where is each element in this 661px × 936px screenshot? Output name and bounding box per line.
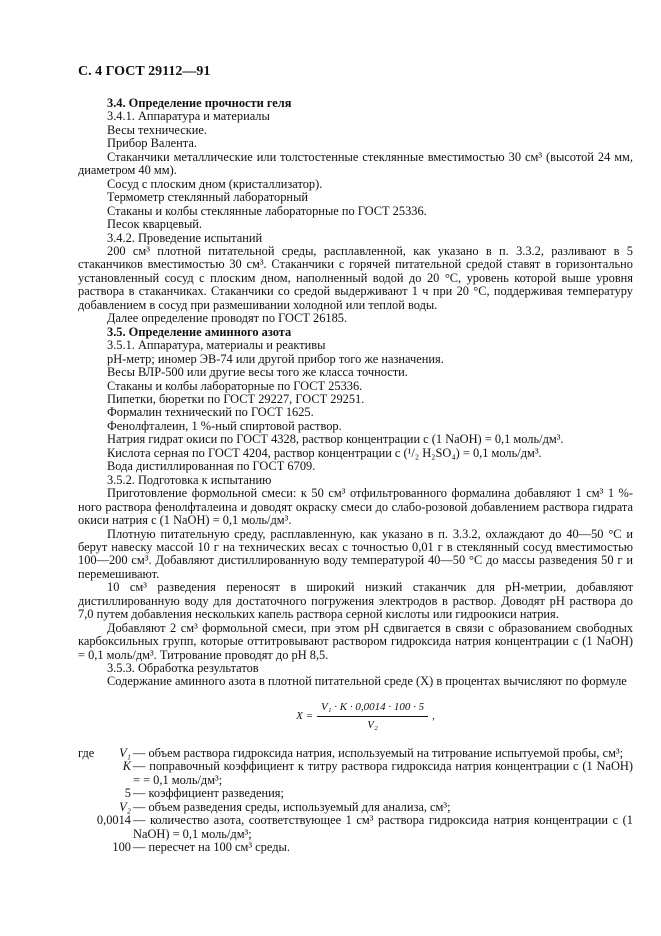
definition-symbol: V₂ <box>119 799 131 814</box>
paragraph: Термометр стеклянный лабораторный <box>107 190 309 205</box>
paragraph: 3.5.1. Аппаратура, материалы и реактивы <box>107 338 326 353</box>
paragraphs <box>78 97 633 689</box>
definition-item <box>78 747 633 760</box>
definition-symbol: 0,0014 <box>96 813 131 828</box>
paragraph: 3.5.2. Подготовка к испытанию <box>107 472 272 487</box>
definition-item <box>78 801 633 814</box>
paragraph: Кислота серная по ГОСТ 4204, раствор концентрации c (¹/₂ H₂SO₄) = 0,1 моль/дм³. <box>107 445 542 460</box>
document-body <box>78 97 633 854</box>
paragraph: Формалин технический по ГОСТ 1625. <box>107 405 314 420</box>
formula-lhs: X = <box>296 710 313 723</box>
formula-numerator: V₁ · K · 0,0014 · 100 · 5 <box>317 701 428 717</box>
paragraph: pH-метр; иномер ЭВ-74 или другой прибор того же назначения. <box>107 351 444 366</box>
paragraph: Добавляют 2 см³ формольной смеси, при этом pH сдвигается в связи с образованием свободных карбоксильных групп, которые оттитровывают раствором гидроксида натрия концентрации c (1 NaOH) = 0,1 моль/дм³. Титрование проводят до pH 8,5. <box>78 620 633 662</box>
paragraph: Натрия гидрат окиси по ГОСТ 4328, раствор концентрации c (1 NaOH) = 0,1 моль/дм³. <box>107 432 564 447</box>
paragraph: Стаканы и колбы стеклянные лабораторные по ГОСТ 25336. <box>107 203 427 218</box>
definition-text: — поправочный коэффициент к титру раствора гидроксида натрия концентрации c (1 NaOH) = = 0,1 моль/дм³; <box>133 759 633 787</box>
definition-text: — количество азота, соответствующее 1 см³ раствора гидроксида натрия концентрации c (1 NaOH) = 0,1 моль/дм³; <box>133 813 633 841</box>
paragraph: Песок кварцевый. <box>107 217 203 232</box>
formula-tail: , <box>432 710 435 723</box>
paragraph: 10 см³ разведения переносят в широкий низкий стаканчик для pH-метрии, добавляют дистиллированную воду для достаточного погружения электродов в раствор. Доводят pH раствора до 7,0 путем добавления нескольких капель раствора серной кислоты или гидроокиси натрия. <box>78 580 633 622</box>
paragraph: 3.4.1. Аппаратура и материалы <box>107 109 270 124</box>
paragraph: Весы ВЛР-500 или другие весы того же класса точности. <box>107 365 408 380</box>
paragraph: Прибор Валента. <box>107 136 197 151</box>
paragraph: 3.5.3. Обработка результатов <box>107 661 259 676</box>
paragraph: 200 см³ плотной питательной среды, расплавленной, как указано в п. 3.3.2, разливают в 5 стаканчиков вместимостью 30 см³. Стаканчики с горячей питательной средой ставят в горизонтально установленный сосуд с плоским дном, наполненный водой до 20 °С, уровень которой выше уровня раствора в стаканчиках. Стаканчики со средой выдерживают 1 ч при 20 °С, поддерживая температуру добавлением в сосуд при размешивании холодной или теплой воды. <box>78 243 633 312</box>
definition-symbol: 100 <box>112 840 131 855</box>
paragraph: Пипетки, бюретки по ГОСТ 29227, ГОСТ 29251. <box>107 391 365 406</box>
formula-fraction <box>317 701 428 733</box>
where-label: где <box>78 745 95 760</box>
paragraph: 3.4.2. Проведение испытаний <box>107 230 263 245</box>
formula <box>98 701 633 733</box>
definition-symbol: 5 <box>124 786 131 801</box>
formula-denominator: V₂ <box>367 719 378 732</box>
paragraph: Стаканы и колбы лабораторные по ГОСТ 25336. <box>107 378 363 393</box>
paragraph: Приготовление формольной смеси: к 50 см³ отфильтрованного формалина добавляют 1 см³ 1 %-ного раствора фенолфталеина и доводят окраску смеси до слабо-розовой добавлением раствора гидрата окиси натрия c (1 NaOH) = 0,1 моль/дм³. <box>78 486 633 528</box>
paragraph: Весы технические. <box>107 122 207 137</box>
definition-text: — объем раствора гидроксида натрия, используемый на титрование испытуемой пробы, см³; <box>133 745 624 760</box>
definition-symbol: V₁ <box>119 745 131 760</box>
paragraph: Стаканчики металлические или толстостенные стеклянные вместимостью 30 см³ (высотой 24 мм, диаметром 40 мм). <box>78 149 633 178</box>
definitions-list <box>78 747 633 855</box>
paragraph: Вода дистиллированная по ГОСТ 6709. <box>107 459 316 474</box>
paragraph: Далее определение проводят по ГОСТ 26185. <box>107 311 348 326</box>
definition-item <box>78 787 633 800</box>
definition-item <box>78 814 633 841</box>
paragraph: Сосуд с плоским дном (кристаллизатор). <box>107 176 323 191</box>
definition-item <box>78 760 633 787</box>
definition-text: — коэффициент разведения; <box>133 786 284 801</box>
definition-text: — пересчет на 100 см³ среды. <box>133 840 290 855</box>
section-heading: 3.4. Определение прочности геля <box>107 96 292 110</box>
definition-text: — объем разведения среды, используемый для анализа, см³; <box>133 799 451 814</box>
definition-item <box>78 841 633 854</box>
paragraph: Плотную питательную среду, расплавленную, как указано в п. 3.3.2, охлаждают до 40—50 °С и берут навеску массой 10 г на технических весах с точностью 0,01 г в стеклянный сосуд вместимостью 100—200 см³. Добавляют дистиллированную воду температурой 40—50 °С до массы разведения 50 г и перемешивают. <box>78 526 633 581</box>
paragraph: Содержание аминного азота в плотной питательной среде (X) в процентах вычисляют по формуле <box>107 674 627 689</box>
definition-symbol: K <box>122 759 131 774</box>
section-heading: 3.5. Определение аминного азота <box>107 324 292 339</box>
paragraph: Фенолфталеин, 1 %-ный спиртовой раствор. <box>107 418 342 433</box>
definitions <box>78 747 633 855</box>
page-header: С. 4 ГОСТ 29112—91 <box>78 64 211 79</box>
